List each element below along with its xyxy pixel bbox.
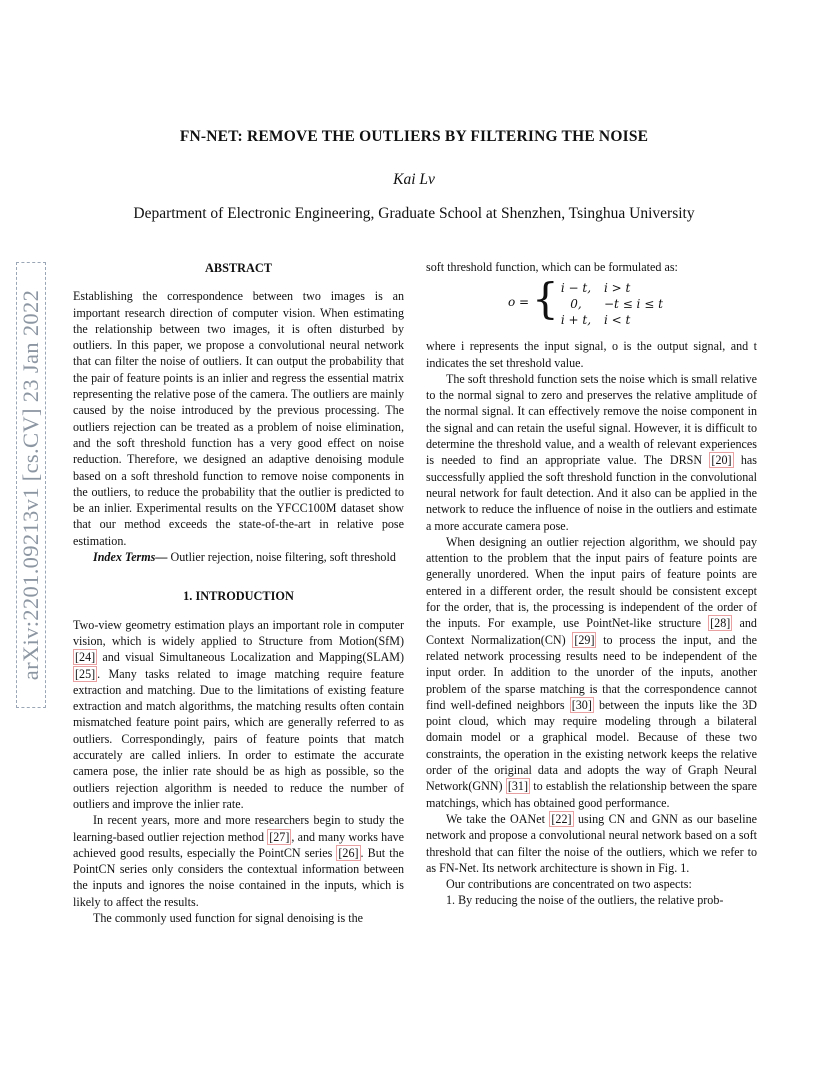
citation-link[interactable]: [31]	[507, 779, 528, 794]
intro-paragraph-2: In recent years, more and more researchers begin to study the learning-based outlier rejection method [27] , and many works have achieved good results, especially the PointCN series [26] . But the PointCN series only considers the contextual information between the inputs and ignores the noise contained in the inputs, which is likely to affect the results.	[73, 813, 404, 909]
right-paragraph-5: Our contributions are concentrated on two aspects:	[446, 877, 692, 892]
index-terms-text: Outlier rejection, noise filtering, soft threshold	[167, 550, 396, 565]
right-paragraph-2: The soft threshold function sets the noise which is small relative to the normal signal to zero and preserves the relative amplitude of the normal signal. It can effectively remove the noise component in the signal and can retain the useful signal. However, it is difficult to determine the threshold value, and a wealth of relevant experiences is needed to find an appropriate value. The DRSN [20] has successfully applied the soft threshold function in the convolutional neural network for fault detection. And it also can be applied in the network to reduce the influence of noise in the outliers and estimate a more accurate camera pose.	[426, 371, 758, 533]
index-terms-label: Index Terms—	[93, 550, 168, 565]
equation-lhs: o =	[508, 295, 530, 310]
arxiv-stamp-text: arXiv:2201.09213v1 [cs.CV] 23 Jan 2022	[18, 289, 43, 681]
right-paragraph-0: soft threshold function, which can be formulated as:	[426, 260, 678, 274]
intro-paragraph-3: The commonly used function for signal denoising is the	[93, 910, 364, 925]
citation-link[interactable]: [30]	[571, 697, 592, 712]
intro-heading: 1. INTRODUCTION	[183, 589, 294, 604]
right-paragraph-1: where i represents the input signal, o is the output signal, and t indicates the set threshold value.	[426, 339, 757, 370]
index-terms	[73, 549, 404, 565]
arxiv-stamp[interactable]	[16, 262, 46, 708]
right-column	[426, 259, 757, 909]
intro-paragraph-1: Two-view geometry estimation plays an important role in computer vision, which is widely applied to Structure from Motion(SfM) [24] and visual Simultaneous Localization and Mapping(SLAM) [25] . Many tasks related to image matching require feature extraction and matching. Due to the limitations of existing feature extraction and match algorithms, the matching results often contain mismatched feature point pairs, which are generally referred to as outliers. Correspondingly, pairs of feature points that match accurately are called inliers. In order to estimate the accurate camera pose, the inlier rate should be as high as possible, so the outliers rejection algorithm is needed to reduce the number of outliers and improve the inlier rate.	[73, 617, 404, 811]
abstract-heading: ABSTRACT	[205, 261, 272, 275]
equation-row: i + t, i < t	[560, 313, 631, 328]
paper-author: Kai Lv	[393, 171, 435, 188]
citation-link[interactable]: [27]	[269, 829, 290, 844]
citation-link[interactable]: [22]	[551, 811, 572, 826]
right-paragraph-4: We take the OANet [22] using CN and GNN as our baseline network and propose a convolutional neural network based on a soft threshold that can filter the noise of the outliers, which we refer to as FN-Net. Its network architecture is shown in Fig. 1.	[426, 811, 757, 875]
paper-affiliation: Department of Electronic Engineering, Graduate School at Shenzhen, Tsinghua University	[133, 205, 695, 222]
equation-row: i − t, i > t	[560, 281, 631, 296]
citation-link[interactable]: [20]	[711, 453, 732, 468]
equation-row: 0, −t ≤ i ≤ t	[570, 297, 663, 312]
citation-link[interactable]: [24]	[75, 650, 96, 665]
right-paragraph-3: When designing an outlier rejection algorithm, we should pay attention to the problem that the input pairs of feature points are generally unordered. When the input pairs of feature points are entered in a different order, the result should be consistent except for the order, that is, the processing is independent of the order of the inputs. For example, use PointNet-like structure [28] and Context Normalization(CN) [29] to process the input, and the related network processing results need to be independent of the input order. In addition to the unorder of the inputs, another problem of the sparse matching is that the correspondence cannot find well-defined neighbors [30] between the inputs like the 3D point cloud, which may require modeling through a bilateral domain model or a graphical model. Because of these two constraints, the operation in the existing network keeps the relative order of the original data and adopts the way of Graph Neural Network(GNN) [31] to establish the relationship between the spare matchings, which has obtained good performance.	[426, 534, 757, 810]
equation-brace: {	[532, 274, 559, 324]
left-column	[73, 259, 404, 926]
right-paragraph-6: 1. By reducing the noise of the outliers, the relative prob-	[446, 893, 724, 908]
citation-link[interactable]: [29]	[574, 632, 595, 647]
abstract-text: Establishing the correspondence between two images is an important research direction of computer vision. When estimating the relationship between two images, it is often disturbed by outliers. In this paper, we propose a convolutional neural network that can filter the noise of outliers. It can output the probability that the pair of feature points is an inlier and regress the essential matrix representing the relative pose of the camera. The outliers are mainly caused by the noise introduced by the previous processing. The outliers rejection can be treated as a problem of noise elimination, and the soft threshold function has a very good effect on noise reduction. Therefore, we designed an adaptive denoising module based on a soft threshold function to remove noise components in the outliers, to reduce the probability that the outlier is predicted to be an inlier. Experimental results on the YFCC100M dataset show that our method exceeds the state-of-the-art in relative pose estimation.	[73, 289, 404, 548]
paper-title: FN-NET: REMOVE THE OUTLIERS BY FILTERING THE NOISE	[179, 128, 649, 145]
citation-link[interactable]: [28]	[710, 616, 731, 631]
soft-threshold-equation	[426, 274, 757, 330]
citation-link[interactable]: [26]	[338, 845, 359, 860]
citation-link[interactable]: [25]	[75, 666, 96, 681]
